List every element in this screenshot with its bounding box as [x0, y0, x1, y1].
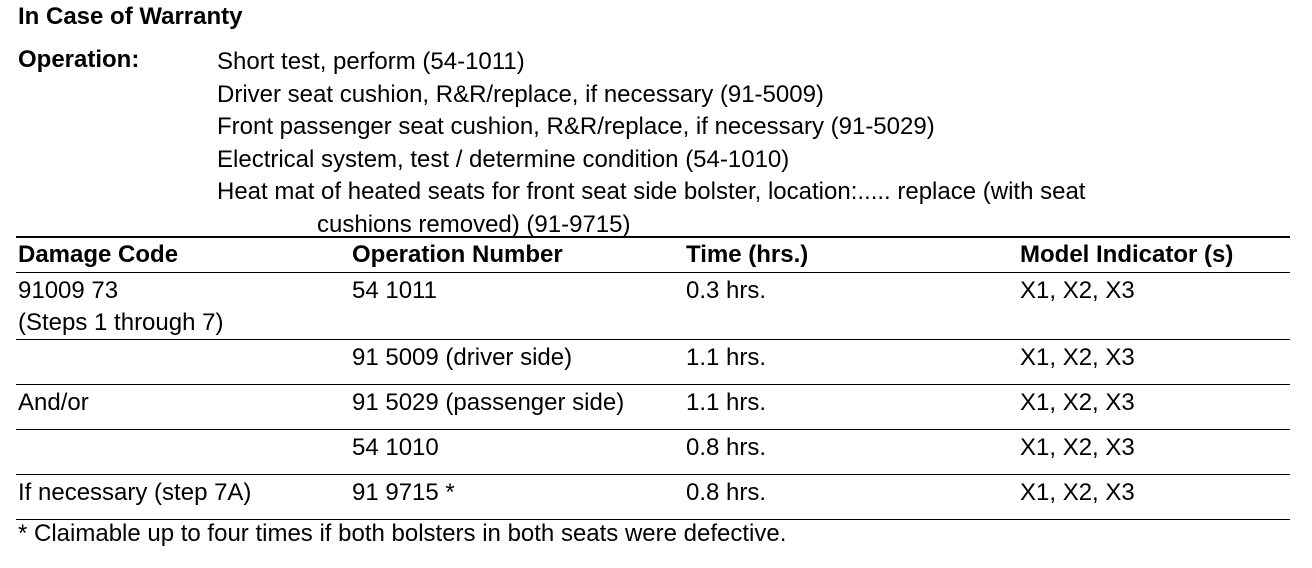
damage-code-cell	[16, 430, 350, 475]
model-cell: X1, X2, X3	[1020, 434, 1135, 461]
operation-line: Short test, perform (54-1011)	[217, 48, 525, 75]
model-cell: X1, X2, X3	[1020, 389, 1135, 416]
table-row	[16, 273, 1290, 340]
model-cell: X1, X2, X3	[1020, 344, 1135, 371]
table-row	[16, 340, 1290, 385]
damage-code-cell: If necessary (step 7A)	[18, 479, 252, 506]
time-cell: 0.8 hrs.	[686, 434, 767, 461]
header-operation-number: Operation Number	[352, 241, 563, 268]
model-cell: X1, X2, X3	[1020, 479, 1135, 506]
header-damage-code: Damage Code	[18, 241, 179, 268]
operation-number-cell: 91 5029 (passenger side)	[352, 389, 625, 416]
operation-line: Front passenger seat cushion, R&R/replace, if necessary (91-5029)	[217, 113, 935, 140]
damage-code: 91009 73	[18, 277, 119, 304]
header-time: Time (hrs.)	[686, 241, 809, 268]
table-row	[16, 430, 1290, 475]
operation-number-cell: 91 9715 *	[352, 479, 455, 506]
header-model-indicator: Model Indicator (s)	[1020, 241, 1234, 268]
time-cell: 0.3 hrs.	[686, 277, 767, 304]
operation-line: Electrical system, test / determine condition (54-1010)	[217, 145, 790, 173]
time-cell: 0.8 hrs.	[686, 479, 767, 506]
operation-list	[217, 46, 1297, 241]
footnote: * Claimable up to four times if both bolsters in both seats were defective.	[18, 520, 787, 547]
warranty-table	[16, 236, 1290, 520]
damage-code-cell: And/or	[18, 389, 89, 416]
time-cell: 1.1 hrs.	[686, 344, 767, 371]
model-cell: X1, X2, X3	[1020, 277, 1135, 304]
operation-line: Driver seat cushion, R&R/replace, if necessary (91-5009)	[217, 80, 824, 108]
operation-number-cell: 54 1010	[352, 434, 439, 461]
operation-line: Heat mat of heated seats for front seat side bolster, location:..... replace (with seat	[217, 178, 1086, 205]
operation-number-cell: 54 1011	[352, 277, 437, 304]
damage-note: (Steps 1 through 7)	[18, 309, 224, 336]
operation-number-cell: 91 5009 (driver side)	[352, 344, 573, 371]
damage-code-cell	[16, 273, 350, 340]
table-row	[16, 385, 1290, 430]
operation-line-continuation: cushions removed) (91-9715)	[317, 210, 631, 238]
damage-code-cell	[16, 340, 350, 385]
document-title: In Case of Warranty	[18, 3, 243, 30]
table-row	[16, 475, 1290, 520]
time-cell: 1.1 hrs.	[686, 389, 767, 416]
operation-label: Operation:	[18, 46, 140, 73]
table-header-row	[16, 237, 1290, 273]
